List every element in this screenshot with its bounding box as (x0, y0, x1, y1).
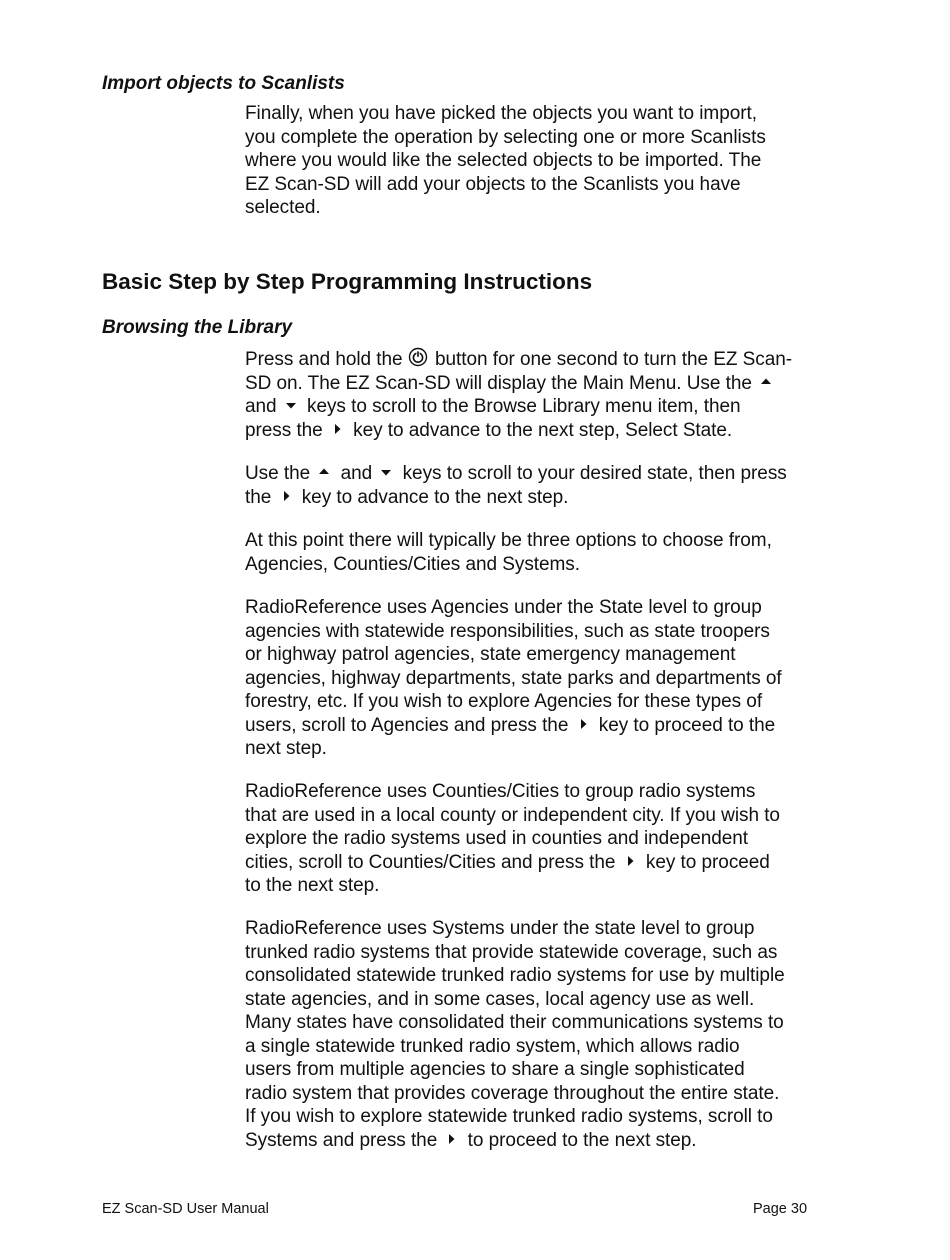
paragraph-line: radio system that provides coverage throughout the entire state. (245, 1082, 780, 1104)
footer-manual-title: EZ Scan-SD User Manual (102, 1201, 269, 1217)
text-run: the (245, 486, 277, 508)
import-line: EZ Scan-SD will add your objects to the Scanlists you have (245, 173, 741, 195)
right-arrow-key-icon (277, 489, 297, 503)
paragraph-line (245, 851, 845, 875)
three-options-paragraph (245, 529, 845, 576)
text-run: SD on. The EZ Scan-SD will display the Main Menu. Use the (245, 372, 758, 394)
import-paragraph (245, 102, 845, 220)
paragraph-line (245, 462, 845, 486)
paragraph-line: that are used in a local county or independent city. If you wish to (245, 804, 780, 826)
text-run: and (335, 463, 378, 484)
text-run: button for one second to turn the EZ Scan- (429, 349, 793, 370)
text-run: key to proceed to the (593, 714, 776, 736)
paragraph-line: agencies, highway departments, state parks and departments of (245, 667, 782, 689)
import-line: you complete the operation by selecting one or more Scanlists (245, 126, 766, 148)
up-arrow-key-icon (315, 465, 335, 479)
systems-paragraph (245, 917, 845, 1152)
paragraph-line (245, 714, 845, 738)
text-run: key to advance to the next step, Select State. (347, 419, 733, 441)
right-arrow-key-icon (442, 1132, 462, 1146)
paragraph-line: RadioReference uses Agencies under the State level to group (245, 597, 762, 618)
paragraph-line: to the next step. (245, 875, 380, 896)
paragraph-line: Agencies, Counties/Cities and Systems. (245, 553, 580, 575)
paragraph-line (245, 419, 845, 443)
paragraph-line: trunked radio systems that provide statewide coverage, such as (245, 941, 778, 963)
import-objects-subheading: Import objects to Scanlists (102, 73, 345, 94)
paragraph-line: or highway patrol agencies, state emergency management (245, 644, 736, 665)
paragraph-line: RadioReference uses Counties/Cities to group radio systems (245, 781, 756, 802)
paragraph-line: explore the radio systems used in counties and independent (245, 828, 749, 849)
text-run: key to proceed (640, 851, 770, 873)
right-arrow-key-icon (328, 422, 348, 436)
paragraph-line: If you wish to explore statewide trunked radio systems, scroll to (245, 1106, 773, 1127)
paragraph-line: At this point there will typically be three options to choose from, (245, 530, 772, 551)
paragraph-line: users from multiple agencies to share a single sophisticated (245, 1059, 745, 1080)
power-button-icon (408, 347, 430, 367)
paragraph-line: RadioReference uses Systems under the state level to group (245, 918, 755, 939)
import-line: where you would like the selected objects to be imported. The (245, 150, 762, 171)
paragraph-line (245, 395, 845, 419)
text-run: press the (245, 419, 328, 441)
down-arrow-key-icon (377, 465, 397, 479)
text-run: Press and hold the (245, 349, 408, 370)
agencies-paragraph (245, 596, 845, 761)
down-arrow-key-icon (282, 398, 302, 412)
text-run: cities, scroll to Counties/Cities and press the (245, 851, 621, 873)
paragraph-line: forestry, etc. If you wish to explore Agencies for these types of (245, 691, 763, 712)
up-arrow-key-icon (757, 375, 777, 389)
right-arrow-key-icon (574, 717, 594, 731)
paragraph-line (245, 347, 845, 372)
paragraph-line: a single statewide trunked radio system, which allows radio (245, 1035, 740, 1057)
import-line: Finally, when you have picked the objects you want to import, (245, 103, 757, 124)
paragraph-line (245, 1129, 845, 1153)
text-run: keys to scroll to your desired state, then press (397, 463, 787, 484)
browsing-library-subheading: Browsing the Library (102, 317, 293, 338)
text-run: and (245, 396, 282, 417)
text-run: users, scroll to Agencies and press the (245, 714, 574, 736)
paragraph-line (245, 372, 845, 396)
paragraph-line: agencies with statewide responsibilities, such as state troopers (245, 620, 770, 642)
select-state-paragraph (245, 462, 845, 509)
counties-cities-paragraph (245, 780, 845, 898)
paragraph-line (245, 486, 845, 510)
paragraph-line: Many states have consolidated their communications systems to (245, 1012, 784, 1033)
text-run: Use the (245, 463, 316, 484)
power-on-paragraph (245, 347, 845, 442)
text-run: Systems and press the (245, 1129, 443, 1151)
basic-instructions-heading: Basic Step by Step Programming Instructions (102, 269, 593, 294)
paragraph-line: consolidated statewide trunked radio systems for use by multiple (245, 965, 785, 986)
text-run: to proceed to the next step. (462, 1129, 697, 1151)
text-run: key to advance to the next step. (296, 486, 569, 508)
text-run: keys to scroll to the Browse Library menu item, then (301, 396, 741, 417)
paragraph-line: state agencies, and in some cases, local agency use as well. (245, 988, 755, 1010)
import-line: selected. (245, 197, 321, 218)
footer-page-number: Page 30 (753, 1201, 808, 1217)
right-arrow-key-icon (621, 854, 641, 868)
paragraph-line: next step. (245, 738, 327, 759)
